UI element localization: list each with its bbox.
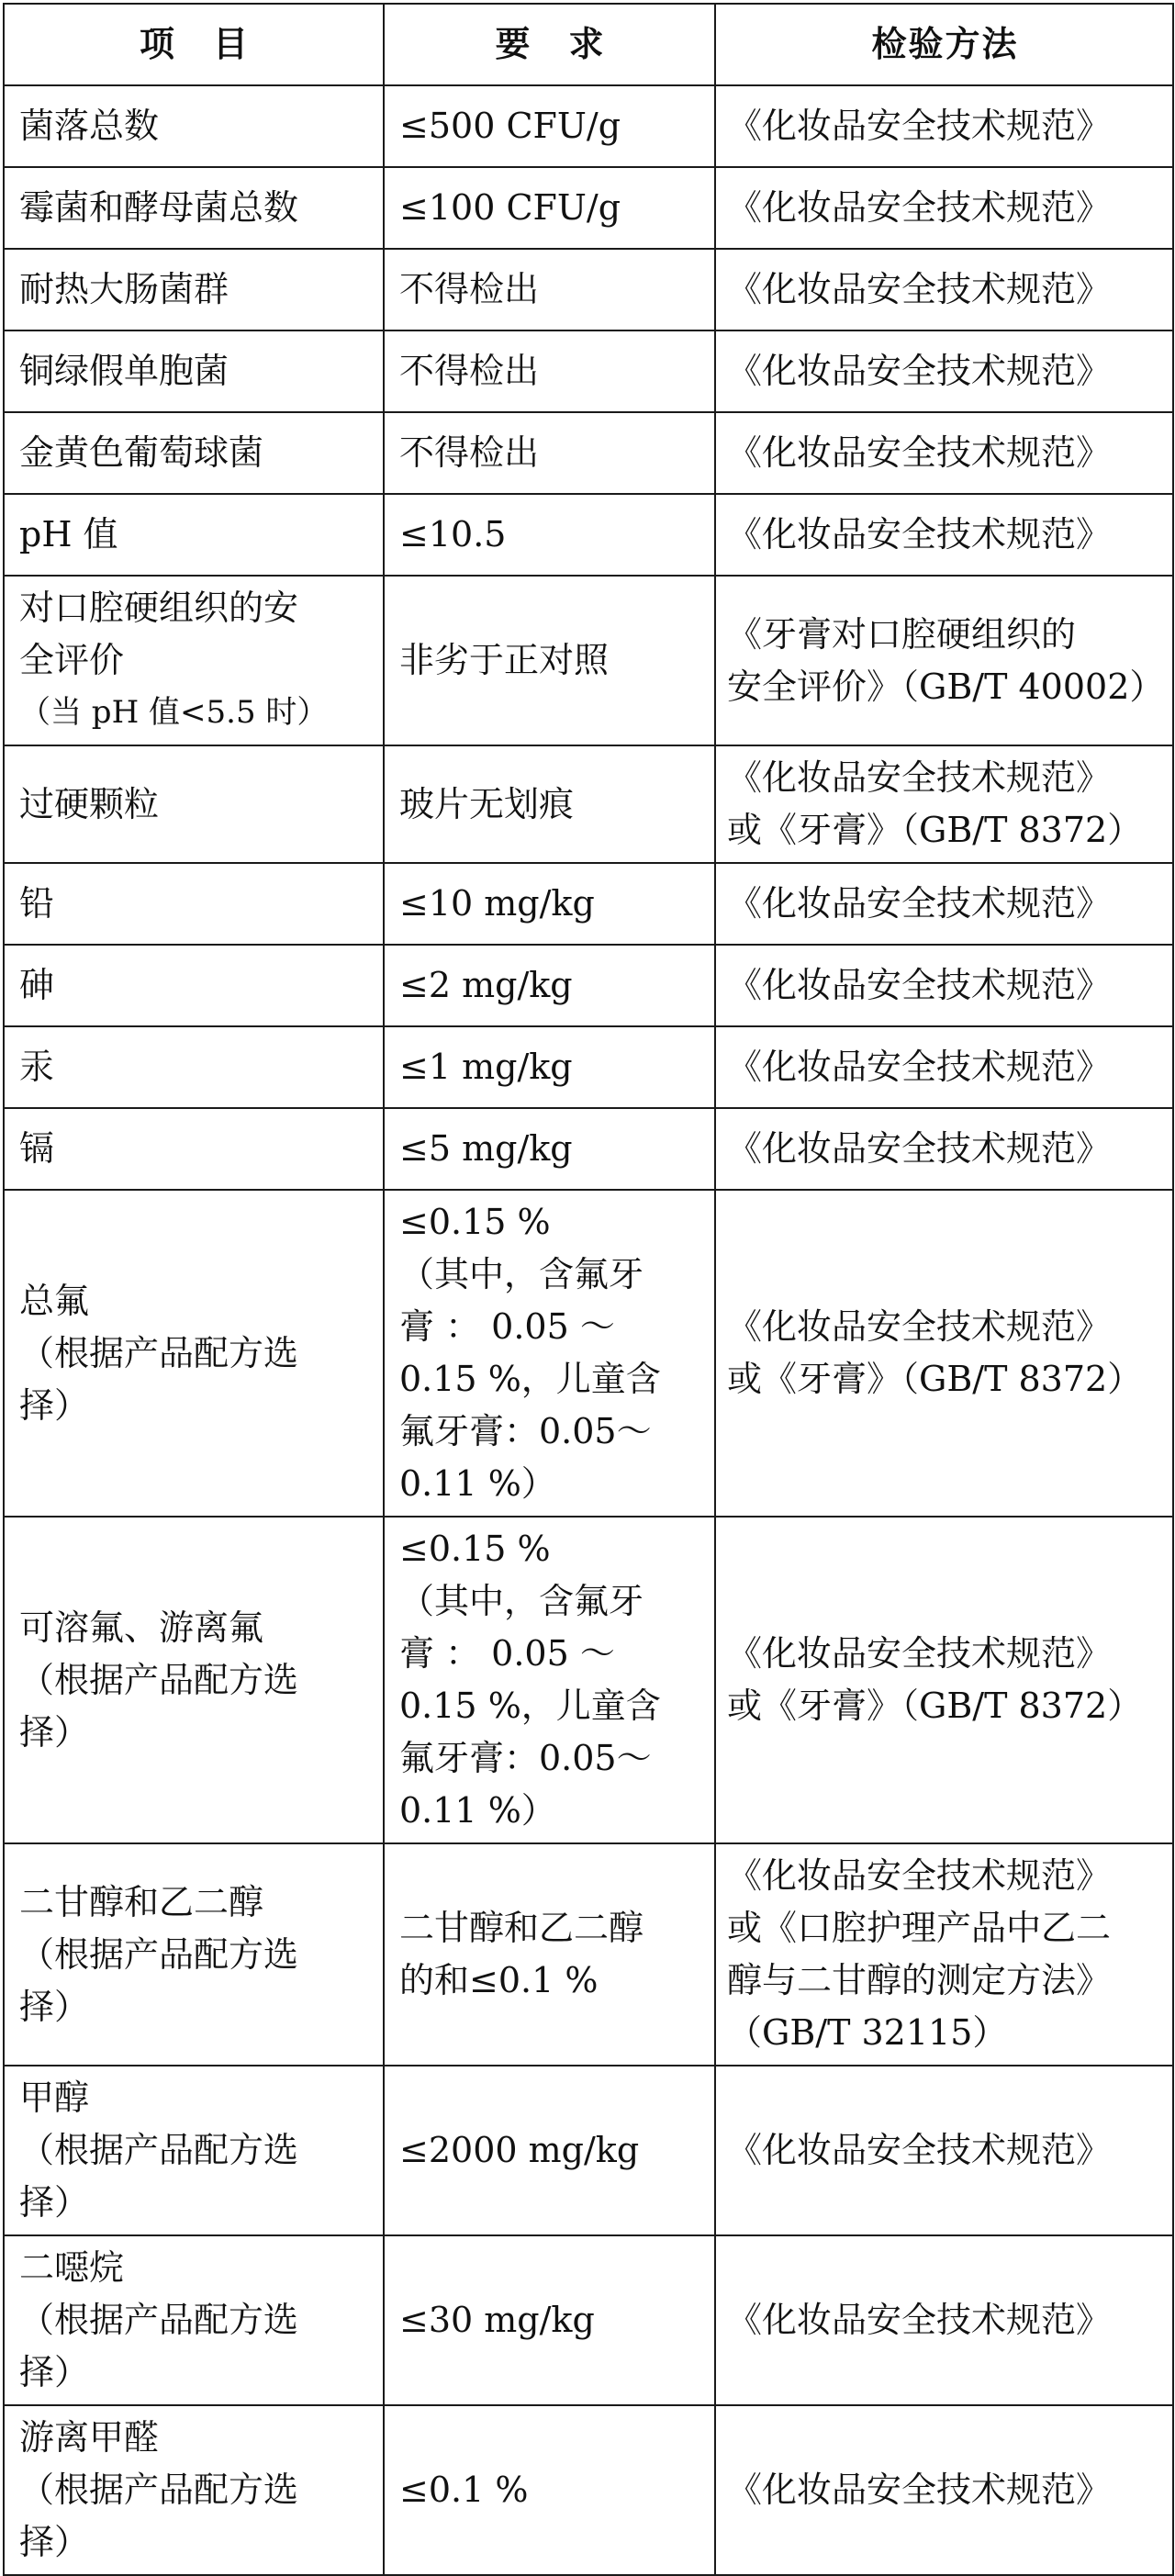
cell-requirement-line: （其中，含氟牙 bbox=[399, 1254, 644, 1294]
cell-requirement-line: ≤0.15 % bbox=[399, 1202, 551, 1242]
cell-method-line: 醇与二甘醇的测定方法》 bbox=[727, 1960, 1112, 2000]
cell-method bbox=[715, 412, 1173, 494]
cell-method bbox=[715, 330, 1173, 412]
cell-requirement-line: 膏 ： 0.05 ～ bbox=[399, 1633, 615, 1674]
cell-method bbox=[715, 494, 1173, 576]
cell-requirement-line: ≤0.1 % bbox=[399, 2470, 529, 2510]
cell-item-line: 择） bbox=[19, 1384, 90, 1426]
cell-method bbox=[715, 1843, 1173, 2066]
cell-method-line: 《化妆品安全技术规范》 bbox=[727, 883, 1112, 924]
cell-requirement-line: 玻片无划痕 bbox=[399, 783, 575, 824]
cell-item-line: （根据产品配方选 bbox=[19, 1659, 299, 1700]
cell-requirement-line: 氟牙膏：0.05～ bbox=[399, 1738, 652, 1778]
cell-method-line: 或《牙膏》（GB/T 8372） bbox=[727, 1686, 1143, 1726]
cell-method bbox=[715, 1108, 1173, 1190]
cell-item bbox=[4, 412, 384, 494]
cell-item bbox=[4, 494, 384, 576]
cell-item bbox=[4, 249, 384, 330]
cell-requirement-line: ≤100 CFU/g bbox=[399, 187, 621, 228]
cell-requirement-line: 的和≤0.1 % bbox=[399, 1960, 599, 2000]
cell-requirement-line: 膏 ： 0.05 ～ bbox=[399, 1306, 615, 1347]
cell-requirement-line: 0.11 %） bbox=[399, 1463, 556, 1504]
cell-item-line: 砷 bbox=[19, 965, 55, 1005]
cell-method bbox=[715, 945, 1173, 1026]
cell-item-line: 全评价 bbox=[19, 640, 125, 680]
cell-item-line: 择） bbox=[19, 2522, 90, 2562]
cell-method bbox=[715, 2235, 1173, 2405]
cell-requirement bbox=[384, 1108, 715, 1190]
cell-method-line: 《化妆品安全技术规范》 bbox=[727, 1047, 1112, 1087]
spec-table bbox=[3, 3, 1174, 2576]
table-row bbox=[4, 330, 1173, 412]
cell-requirement-line: 非劣于正对照 bbox=[399, 640, 610, 680]
cell-requirement bbox=[384, 330, 715, 412]
cell-item-line: 总氟 bbox=[19, 1280, 90, 1321]
cell-item-line: 择） bbox=[19, 1986, 90, 2027]
cell-item bbox=[4, 863, 384, 945]
cell-item-line: 过硬颗粒 bbox=[19, 783, 160, 824]
cell-method-line: 《化妆品安全技术规范》 bbox=[727, 269, 1112, 309]
cell-method bbox=[715, 745, 1173, 863]
cell-requirement bbox=[384, 2405, 715, 2575]
cell-method-line: 《化妆品安全技术规范》 bbox=[727, 2300, 1112, 2340]
cell-item bbox=[4, 945, 384, 1026]
cell-requirement-line: 二甘醇和乙二醇 bbox=[399, 1908, 644, 1948]
cell-method bbox=[715, 576, 1173, 745]
cell-requirement bbox=[384, 745, 715, 863]
cell-requirement bbox=[384, 576, 715, 745]
cell-method-line: 或《牙膏》（GB/T 8372） bbox=[727, 1359, 1143, 1399]
cell-requirement-line: ≤0.15 % bbox=[399, 1529, 551, 1569]
cell-item-line: 二甘醇和乙二醇 bbox=[19, 1881, 264, 1922]
cell-requirement-line: 不得检出 bbox=[399, 269, 540, 309]
cell-item bbox=[4, 167, 384, 249]
table-row bbox=[4, 412, 1173, 494]
cell-requirement-line: 氟牙膏：0.05～ bbox=[399, 1411, 652, 1451]
cell-method-line: 《化妆品安全技术规范》 bbox=[727, 106, 1112, 146]
cell-method-line: 《化妆品安全技术规范》 bbox=[727, 2470, 1112, 2510]
cell-item bbox=[4, 745, 384, 863]
cell-method-line: 或《口腔护理产品中乙二 bbox=[727, 1908, 1112, 1948]
cell-item bbox=[4, 2405, 384, 2575]
cell-item bbox=[4, 1517, 384, 1843]
cell-method-line: 《化妆品安全技术规范》 bbox=[727, 351, 1112, 391]
cell-item-line: 菌落总数 bbox=[19, 106, 160, 146]
cell-requirement-line: （其中，含氟牙 bbox=[399, 1581, 644, 1621]
cell-requirement-line: 不得检出 bbox=[399, 432, 540, 473]
cell-item-line: （根据产品配方选 bbox=[19, 2300, 299, 2340]
cell-item-line: 甲醇 bbox=[19, 2078, 90, 2118]
cell-requirement bbox=[384, 167, 715, 249]
cell-item-line: （根据产品配方选 bbox=[19, 2130, 299, 2170]
cell-item bbox=[4, 330, 384, 412]
cell-method bbox=[715, 863, 1173, 945]
header-requirement: 要 求 bbox=[384, 4, 715, 85]
cell-item bbox=[4, 1190, 384, 1517]
cell-requirement-line: ≤1 mg/kg bbox=[399, 1047, 573, 1087]
cell-method-line: 《化妆品安全技术规范》 bbox=[727, 514, 1112, 554]
table-row bbox=[4, 2405, 1173, 2575]
header-row bbox=[4, 4, 1173, 85]
cell-requirement bbox=[384, 85, 715, 167]
cell-item-line: 二噁烷 bbox=[19, 2247, 125, 2288]
cell-method-line: 安全评价》（GB/T 40002） bbox=[727, 666, 1165, 707]
cell-item-line: （根据产品配方选 bbox=[19, 1332, 299, 1373]
cell-method-line: 《化妆品安全技术规范》 bbox=[727, 2130, 1112, 2170]
cell-method-line: 《化妆品安全技术规范》 bbox=[727, 1633, 1112, 1674]
cell-item-line: （当 pH 值<5.5 时） bbox=[19, 694, 329, 731]
cell-method bbox=[715, 2066, 1173, 2235]
cell-item-line: pH 值 bbox=[19, 514, 118, 554]
cell-item-line: 镉 bbox=[19, 1128, 55, 1169]
cell-method-line: 《化妆品安全技术规范》 bbox=[727, 965, 1112, 1005]
cell-requirement-line: 0.15 %，儿童含 bbox=[399, 1686, 661, 1726]
cell-method bbox=[715, 85, 1173, 167]
cell-requirement bbox=[384, 494, 715, 576]
cell-item bbox=[4, 1108, 384, 1190]
cell-item-line: （根据产品配方选 bbox=[19, 1933, 299, 1975]
cell-item-line: 对口腔硬组织的安 bbox=[19, 588, 299, 628]
table-row bbox=[4, 167, 1173, 249]
cell-requirement-line: ≤2 mg/kg bbox=[399, 965, 573, 1005]
cell-method-line: 《牙膏对口腔硬组织的 bbox=[727, 613, 1077, 655]
cell-method-line: 《化妆品安全技术规范》 bbox=[727, 1855, 1112, 1896]
cell-method bbox=[715, 167, 1173, 249]
cell-item-line: 可溶氟、游离氟 bbox=[19, 1607, 264, 1648]
table-row bbox=[4, 576, 1173, 745]
cell-requirement bbox=[384, 412, 715, 494]
cell-item-line: 耐热大肠菌群 bbox=[19, 269, 229, 309]
cell-item-line: （根据产品配方选 bbox=[19, 2470, 299, 2510]
cell-requirement-line: ≤10 mg/kg bbox=[399, 883, 595, 924]
cell-item bbox=[4, 2066, 384, 2235]
cell-requirement-line: 0.15 %，儿童含 bbox=[399, 1359, 661, 1399]
table-row bbox=[4, 745, 1173, 863]
cell-method-line: （GB/T 32115） bbox=[727, 2012, 1008, 2053]
cell-requirement-line: ≤10.5 bbox=[399, 514, 507, 554]
cell-method bbox=[715, 1026, 1173, 1108]
cell-item-line: 择） bbox=[19, 1711, 90, 1753]
cell-requirement-line: ≤5 mg/kg bbox=[399, 1128, 573, 1169]
table-row bbox=[4, 945, 1173, 1026]
cell-requirement bbox=[384, 2066, 715, 2235]
cell-method bbox=[715, 249, 1173, 330]
cell-item bbox=[4, 2235, 384, 2405]
cell-requirement bbox=[384, 863, 715, 945]
cell-item-line: 择） bbox=[19, 2182, 90, 2223]
table-row bbox=[4, 2066, 1173, 2235]
cell-method-line: 《化妆品安全技术规范》 bbox=[727, 1306, 1112, 1347]
cell-method-line: 《化妆品安全技术规范》 bbox=[727, 432, 1112, 473]
table-row bbox=[4, 1026, 1173, 1108]
cell-method-line: 《化妆品安全技术规范》 bbox=[727, 1128, 1112, 1169]
cell-requirement bbox=[384, 2235, 715, 2405]
cell-item-line: 金黄色葡萄球菌 bbox=[19, 432, 264, 473]
table-row bbox=[4, 1190, 1173, 1517]
cell-item-line: 游离甲醛 bbox=[19, 2417, 160, 2458]
cell-item bbox=[4, 85, 384, 167]
cell-requirement-line: ≤2000 mg/kg bbox=[399, 2130, 640, 2170]
cell-item-line: 汞 bbox=[19, 1047, 55, 1087]
table-row bbox=[4, 249, 1173, 330]
cell-item bbox=[4, 576, 384, 745]
cell-requirement bbox=[384, 1843, 715, 2066]
table-row bbox=[4, 1843, 1173, 2066]
cell-method-line: 或《牙膏》（GB/T 8372） bbox=[727, 810, 1143, 850]
cell-item-line: 择） bbox=[19, 2352, 90, 2392]
table-row bbox=[4, 1517, 1173, 1843]
cell-requirement bbox=[384, 945, 715, 1026]
header-item: 项 目 bbox=[4, 4, 384, 85]
table-body bbox=[4, 85, 1173, 2575]
cell-method-line: 《化妆品安全技术规范》 bbox=[727, 757, 1112, 798]
cell-item-line: 铅 bbox=[19, 883, 55, 924]
table-row bbox=[4, 85, 1173, 167]
cell-item-line: 铜绿假单胞菌 bbox=[19, 351, 229, 391]
cell-requirement bbox=[384, 1517, 715, 1843]
table-row bbox=[4, 494, 1173, 576]
cell-requirement-line: 0.11 %） bbox=[399, 1790, 556, 1831]
cell-requirement bbox=[384, 249, 715, 330]
cell-requirement-line: 不得检出 bbox=[399, 351, 540, 391]
header-method: 检验方法 bbox=[715, 4, 1173, 85]
cell-method-line: 《化妆品安全技术规范》 bbox=[727, 187, 1112, 228]
cell-method bbox=[715, 2405, 1173, 2575]
cell-method bbox=[715, 1190, 1173, 1517]
cell-method bbox=[715, 1517, 1173, 1843]
cell-requirement bbox=[384, 1026, 715, 1108]
cell-requirement bbox=[384, 1190, 715, 1517]
cell-item bbox=[4, 1026, 384, 1108]
table-row bbox=[4, 863, 1173, 945]
table-row bbox=[4, 2235, 1173, 2405]
cell-item bbox=[4, 1843, 384, 2066]
table-row bbox=[4, 1108, 1173, 1190]
cell-item-line: 霉菌和酵母菌总数 bbox=[19, 187, 299, 228]
cell-requirement-line: ≤500 CFU/g bbox=[399, 106, 621, 146]
cell-requirement-line: ≤30 mg/kg bbox=[399, 2300, 595, 2340]
